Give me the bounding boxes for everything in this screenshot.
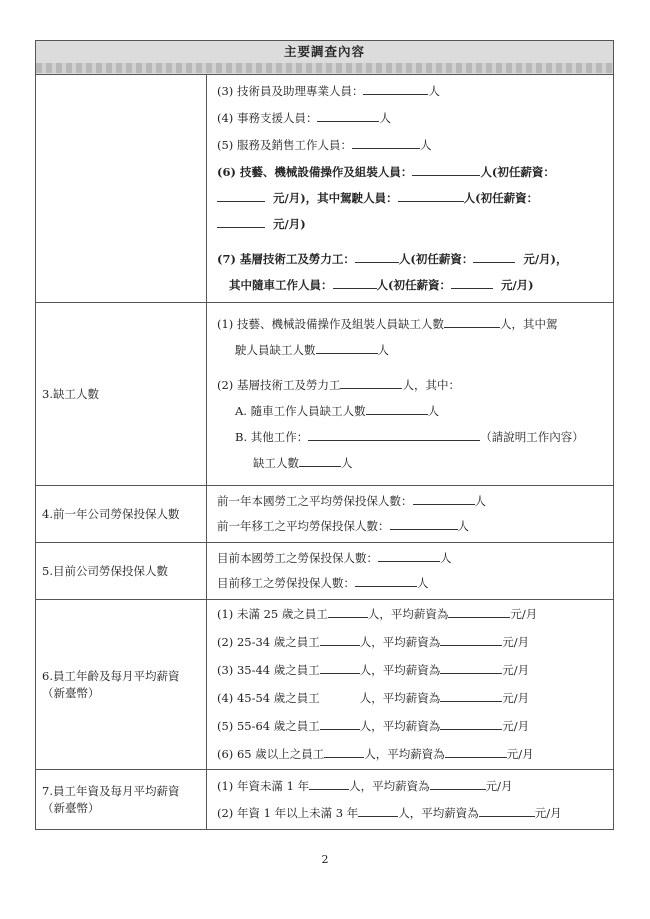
line-other-work: B. 其他工作： （請說明工作內容） [235, 430, 584, 444]
current-migrant-blank[interactable] [355, 575, 417, 587]
age-salary-blank[interactable] [445, 746, 507, 758]
row-content-shortage [207, 303, 614, 486]
line-elementary-shortage: (2) 基層技術工及勞力工 人，其中： [217, 378, 460, 392]
survey-sheet [35, 40, 613, 830]
line-craft-shortage: (1) 技藝、機械設備操作及組裝人員缺工人數 人，其中駕 [217, 317, 558, 331]
vehicle-crew-shortage-blank[interactable] [366, 403, 428, 415]
prior-migrant-blank[interactable] [390, 518, 458, 530]
vehicle-crew-salary-blank[interactable] [451, 277, 493, 289]
list-item-age-under-25: (1) 未滿 25 歲之員工 人，平均薪資為 元/月 [217, 607, 538, 621]
drivers-count-blank[interactable] [398, 190, 464, 202]
line-technicians: (3) 技術員及助理專業人員： 人 [217, 84, 440, 98]
elementary-salary-blank[interactable] [473, 251, 515, 263]
line-prior-migrant: 前一年移工之平均勞保投保人數： 人 [217, 519, 469, 533]
row-label-tenure-salary: 7.員工年資及每月平均薪資 （新臺幣） [36, 770, 207, 830]
row-content-age-salary [207, 600, 614, 770]
row-label-empty [36, 75, 207, 303]
line-clerical: (4) 事務支援人員： 人 [217, 111, 391, 125]
table-row-shortage [36, 303, 614, 486]
other-work-description-blank[interactable] [308, 429, 480, 441]
current-domestic-blank[interactable] [378, 550, 440, 562]
age-salary-blank[interactable] [440, 718, 502, 730]
age-count-blank[interactable] [320, 634, 360, 646]
elementary-count-blank[interactable] [355, 251, 399, 263]
line-drivers-salary: 元/月) [217, 216, 603, 233]
line-current-domestic: 目前本國勞工之勞保投保人數： 人 [217, 551, 452, 565]
row-content-occupations [207, 75, 614, 303]
elementary-shortage-blank[interactable] [340, 377, 402, 389]
age-count-blank[interactable] [320, 662, 360, 674]
table-row-tenure-salary [36, 770, 614, 830]
header-shading-strip [36, 63, 613, 73]
age-salary-blank[interactable] [448, 606, 510, 618]
age-count-blank[interactable] [320, 690, 360, 702]
line-service-sales: (5) 服務及銷售工作人員： 人 [217, 138, 432, 152]
row-content-prior-year-insured [207, 486, 614, 543]
service-count-blank[interactable] [352, 137, 420, 149]
line-current-migrant: 目前移工之勞保投保人數： 人 [217, 576, 429, 590]
row-label-current-insured: 5.目前公司勞保投保人數 [36, 543, 207, 600]
line-other-shortage: 缺工人數 人 [253, 456, 353, 470]
craft-salary-blank[interactable] [217, 190, 265, 202]
table-row-current-insured [36, 543, 614, 600]
row-label-shortage: 3.缺工人數 [36, 303, 207, 486]
clerical-count-blank[interactable] [317, 110, 379, 122]
line-prior-domestic: 前一年本國勞工之平均勞保投保人數： 人 [217, 494, 486, 508]
list-item-age-45-54: (4) 45-54 歲之員工 人，平均薪資為 元/月 [217, 691, 530, 705]
table-header-row [36, 41, 614, 75]
tenure-salary-blank[interactable] [479, 805, 535, 817]
tenure-count-blank[interactable] [358, 805, 398, 817]
craft-count-blank[interactable] [412, 164, 480, 176]
page-number: 2 [321, 853, 329, 866]
age-count-blank[interactable] [328, 606, 368, 618]
line-driver-shortage: 駛人員缺工人數 人 [235, 343, 389, 357]
survey-table [35, 40, 614, 830]
list-item-age-55-64: (5) 55-64 歲之員工 人，平均薪資為 元/月 [217, 719, 530, 733]
table-row-prior-year-insured [36, 486, 614, 543]
drivers-salary-blank[interactable] [217, 216, 265, 228]
line-vehicle-crew-shortage: A. 隨車工作人員缺工人數 人 [235, 404, 440, 418]
technicians-count-blank[interactable] [363, 83, 428, 95]
row-content-tenure-salary [207, 770, 614, 830]
list-item-tenure-under-1: (1) 年資未滿 1 年 人，平均薪資為 元/月 [217, 778, 513, 793]
age-salary-blank[interactable] [440, 634, 502, 646]
list-item-age-25-34: (2) 25-34 歲之員工 人，平均薪資為 元/月 [217, 635, 530, 649]
tenure-count-blank[interactable] [309, 778, 349, 790]
line-craft-salary-drivers: 元/月)，其中駕駛人員： 人(初任薪資： [217, 190, 603, 207]
vehicle-crew-count-blank[interactable] [333, 277, 377, 289]
other-shortage-blank[interactable] [299, 455, 341, 467]
list-item-age-35-44: (3) 35-44 歲之員工 人，平均薪資為 元/月 [217, 663, 530, 677]
age-salary-blank[interactable] [440, 690, 502, 702]
list-item-tenure-1-3: (2) 年資 1 年以上未滿 3 年 人，平均薪資為 元/月 [217, 805, 562, 820]
craft-shortage-blank[interactable] [444, 316, 500, 328]
table-row-continued-occupations [36, 75, 614, 303]
line-vehicle-crew: 其中隨車工作人員： 人(初任薪資： 元/月) [229, 278, 534, 292]
age-count-blank[interactable] [320, 718, 360, 730]
table-row-age-salary [36, 600, 614, 770]
header-title: 主要調查內容 [284, 44, 366, 59]
age-salary-blank[interactable] [440, 662, 502, 674]
driver-shortage-blank[interactable] [316, 342, 378, 354]
table-header [36, 41, 614, 75]
prior-domestic-blank[interactable] [413, 493, 475, 505]
tenure-salary-blank[interactable] [430, 778, 486, 790]
row-content-current-insured [207, 543, 614, 600]
list-item-age-65-plus: (6) 65 歲以上之員工 人，平均薪資為 元/月 [217, 747, 534, 761]
line-craft-operators: (6) 技藝、機械設備操作及組裝人員： 人(初任薪資： [217, 165, 555, 179]
row-label-age-salary: 6.員工年齡及每月平均薪資 （新臺幣） [36, 600, 207, 770]
age-count-blank[interactable] [324, 746, 364, 758]
row-label-prior-year-insured: 4.前一年公司勞保投保人數 [36, 486, 207, 543]
line-elementary-workers: (7) 基層技術工及勞力工： 人(初任薪資： 元/月)， [217, 252, 568, 266]
